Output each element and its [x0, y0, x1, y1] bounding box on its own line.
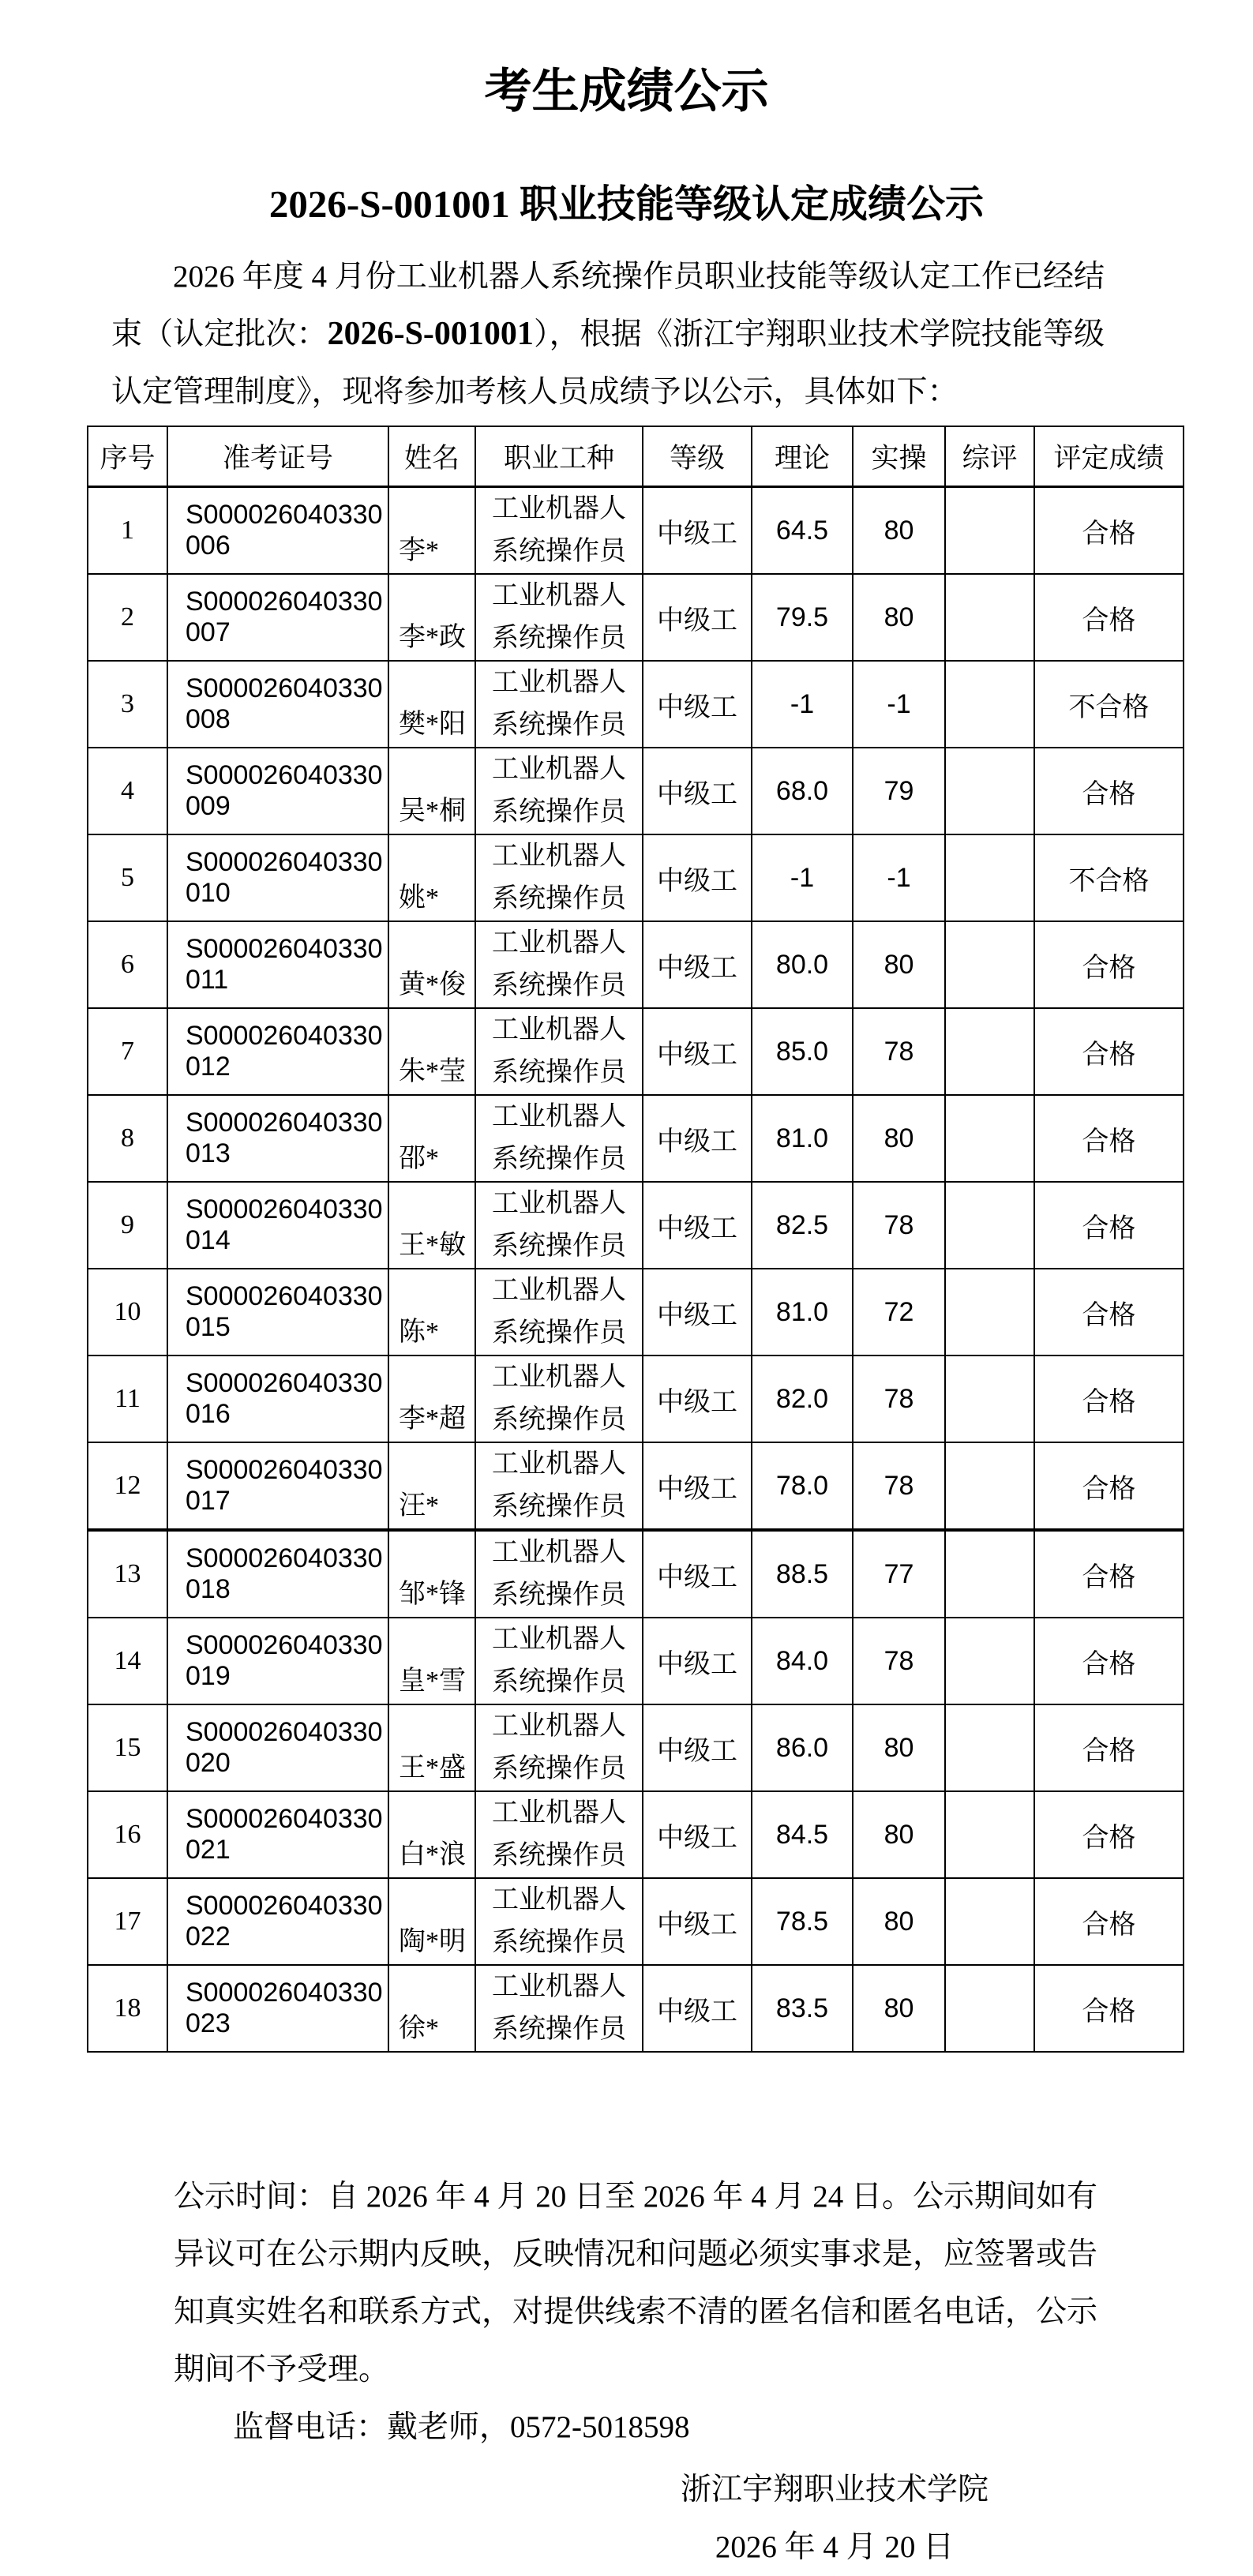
intro-paragraph — [111, 248, 1105, 421]
cell-name: 吴*桐 — [388, 748, 475, 834]
cell-comprehensive — [945, 1618, 1034, 1704]
cell-practical: 79 — [853, 748, 945, 834]
cell-level: 中级工 — [643, 1269, 752, 1355]
table-row — [88, 1878, 1184, 1965]
cell-theory: 80.0 — [752, 921, 853, 1008]
cell-comprehensive — [945, 1095, 1034, 1182]
cell-result: 合格 — [1034, 1095, 1184, 1182]
table-row — [88, 1095, 1184, 1182]
cell-occupation: 工业机器人系统操作员 — [475, 921, 643, 1008]
cell-ticket: S000026040330010 — [167, 834, 388, 921]
table-row — [88, 661, 1184, 748]
cell-theory: 64.5 — [752, 487, 853, 575]
cell-ticket: S000026040330007 — [167, 574, 388, 661]
cell-name: 李* — [388, 487, 475, 575]
cell-result: 合格 — [1034, 1530, 1184, 1618]
table-row — [88, 834, 1184, 921]
cell-occupation: 工业机器人系统操作员 — [475, 1618, 643, 1704]
cell-occupation: 工业机器人系统操作员 — [475, 487, 643, 575]
score-table — [87, 426, 1184, 2053]
cell-result: 合格 — [1034, 1182, 1184, 1269]
column-header: 姓名 — [388, 426, 475, 487]
cell-theory: 81.0 — [752, 1095, 853, 1182]
cell-practical: -1 — [853, 834, 945, 921]
cell-result: 合格 — [1034, 1355, 1184, 1442]
cell-level: 中级工 — [643, 1791, 752, 1878]
cell-level: 中级工 — [643, 1618, 752, 1704]
cell-comprehensive — [945, 1269, 1034, 1355]
cell-theory: 84.0 — [752, 1618, 853, 1704]
cell-no: 2 — [88, 574, 167, 661]
cell-level: 中级工 — [643, 921, 752, 1008]
cell-no: 10 — [88, 1269, 167, 1355]
cell-result: 合格 — [1034, 574, 1184, 661]
issue-date: 2026 年 4 月 20 日 — [715, 2530, 955, 2564]
cell-occupation: 工业机器人系统操作员 — [475, 1355, 643, 1442]
cell-practical: 78 — [853, 1355, 945, 1442]
cell-name: 陈* — [388, 1269, 475, 1355]
cell-no: 18 — [88, 1965, 167, 2052]
table-row — [88, 1791, 1184, 1878]
cell-no: 8 — [88, 1095, 167, 1182]
table-row — [88, 1355, 1184, 1442]
cell-level: 中级工 — [643, 1182, 752, 1269]
cell-no: 15 — [88, 1704, 167, 1791]
cell-practical: 80 — [853, 487, 945, 575]
cell-occupation: 工业机器人系统操作员 — [475, 1704, 643, 1791]
cell-ticket: S000026040330013 — [167, 1095, 388, 1182]
cell-level: 中级工 — [643, 748, 752, 834]
column-header: 理论 — [752, 426, 853, 487]
column-header: 准考证号 — [167, 426, 388, 487]
cell-practical: 80 — [853, 1965, 945, 2052]
cell-comprehensive — [945, 487, 1034, 575]
cell-practical: -1 — [853, 661, 945, 748]
cell-ticket: S000026040330011 — [167, 921, 388, 1008]
cell-practical: 80 — [853, 1704, 945, 1791]
cell-practical: 80 — [853, 921, 945, 1008]
cell-result: 不合格 — [1034, 661, 1184, 748]
cell-name: 黄*俊 — [388, 921, 475, 1008]
cell-ticket: S000026040330006 — [167, 487, 388, 575]
cell-theory: -1 — [752, 661, 853, 748]
cell-result: 合格 — [1034, 1008, 1184, 1095]
cell-occupation: 工业机器人系统操作员 — [475, 834, 643, 921]
organization-name: 浙江宇翔职业技术学院 — [680, 2473, 989, 2507]
cell-no: 4 — [88, 748, 167, 834]
cell-name: 李*政 — [388, 574, 475, 661]
cell-theory: 86.0 — [752, 1704, 853, 1791]
cell-level: 中级工 — [643, 1008, 752, 1095]
cell-no: 14 — [88, 1618, 167, 1704]
cell-name: 樊*阳 — [388, 661, 475, 748]
cell-theory: 78.0 — [752, 1442, 853, 1530]
table-row — [88, 1182, 1184, 1269]
cell-occupation: 工业机器人系统操作员 — [475, 1182, 643, 1269]
cell-practical: 80 — [853, 574, 945, 661]
cell-no: 9 — [88, 1182, 167, 1269]
batch-number: 2026-S-001001 — [327, 316, 534, 352]
cell-ticket: S000026040330021 — [167, 1791, 388, 1878]
cell-practical: 77 — [853, 1530, 945, 1618]
cell-theory: 82.5 — [752, 1182, 853, 1269]
cell-comprehensive — [945, 748, 1034, 834]
table-row — [88, 1965, 1184, 2052]
cell-level: 中级工 — [643, 1878, 752, 1965]
cell-occupation: 工业机器人系统操作员 — [475, 1442, 643, 1530]
cell-comprehensive — [945, 661, 1034, 748]
cell-result: 合格 — [1034, 1442, 1184, 1530]
table-header-row — [88, 426, 1184, 487]
table-row — [88, 487, 1184, 575]
intro-text-before: 2026 年度 4 月份工业机器人系统操作员职业技能等级认定工作已经结束（认定批次： — [111, 260, 1105, 351]
cell-name: 白*浪 — [388, 1791, 475, 1878]
cell-occupation: 工业机器人系统操作员 — [475, 1008, 643, 1095]
cell-name: 徐* — [388, 1965, 475, 2052]
table-row — [88, 574, 1184, 661]
cell-level: 中级工 — [643, 1530, 752, 1618]
cell-ticket: S000026040330012 — [167, 1008, 388, 1095]
cell-result: 合格 — [1034, 1965, 1184, 2052]
cell-result: 合格 — [1034, 921, 1184, 1008]
cell-occupation: 工业机器人系统操作员 — [475, 1878, 643, 1965]
cell-theory: -1 — [752, 834, 853, 921]
page-title: 考生成绩公示 — [484, 65, 769, 118]
column-header: 职业工种 — [475, 426, 643, 487]
cell-name: 陶*明 — [388, 1878, 475, 1965]
cell-result: 合格 — [1034, 748, 1184, 834]
cell-occupation: 工业机器人系统操作员 — [475, 1269, 643, 1355]
cell-comprehensive — [945, 1442, 1034, 1530]
cell-practical: 80 — [853, 1095, 945, 1182]
cell-name: 王*盛 — [388, 1704, 475, 1791]
table-row — [88, 1704, 1184, 1791]
table-row — [88, 1442, 1184, 1530]
cell-ticket: S000026040330014 — [167, 1182, 388, 1269]
announcement-subtitle: 2026-S-001001 职业技能等级认定成绩公示 — [268, 182, 985, 226]
cell-theory: 88.5 — [752, 1530, 853, 1618]
table-row — [88, 748, 1184, 834]
cell-theory: 84.5 — [752, 1791, 853, 1878]
cell-ticket: S000026040330019 — [167, 1618, 388, 1704]
cell-no: 16 — [88, 1791, 167, 1878]
cell-occupation: 工业机器人系统操作员 — [475, 748, 643, 834]
cell-no: 7 — [88, 1008, 167, 1095]
cell-level: 中级工 — [643, 834, 752, 921]
cell-no: 5 — [88, 834, 167, 921]
cell-ticket: S000026040330018 — [167, 1530, 388, 1618]
cell-comprehensive — [945, 1008, 1034, 1095]
cell-comprehensive — [945, 1355, 1034, 1442]
cell-result: 不合格 — [1034, 834, 1184, 921]
cell-level: 中级工 — [643, 1095, 752, 1182]
cell-ticket: S000026040330017 — [167, 1442, 388, 1530]
cell-occupation: 工业机器人系统操作员 — [475, 1965, 643, 2052]
supervision-phone-line: 监督电话：戴老师，0572-5018598 — [233, 2410, 690, 2444]
column-header: 评定成绩 — [1034, 426, 1184, 487]
cell-practical: 80 — [853, 1791, 945, 1878]
cell-name: 李*超 — [388, 1355, 475, 1442]
cell-occupation: 工业机器人系统操作员 — [475, 574, 643, 661]
cell-ticket: S000026040330015 — [167, 1269, 388, 1355]
cell-occupation: 工业机器人系统操作员 — [475, 1095, 643, 1182]
cell-name: 汪* — [388, 1442, 475, 1530]
cell-no: 17 — [88, 1878, 167, 1965]
cell-no: 12 — [88, 1442, 167, 1530]
cell-occupation: 工业机器人系统操作员 — [475, 1530, 643, 1618]
intro-text-after: ），根据《浙江宇翔职业技术学院技能等级认定管理制度》，现将参加考核人员成绩予以公示，具体如下： — [111, 317, 1105, 409]
cell-name: 朱*莹 — [388, 1008, 475, 1095]
cell-comprehensive — [945, 1878, 1034, 1965]
table-row — [88, 1530, 1184, 1618]
cell-theory: 79.5 — [752, 574, 853, 661]
cell-result: 合格 — [1034, 1618, 1184, 1704]
cell-theory: 83.5 — [752, 1965, 853, 2052]
cell-no: 6 — [88, 921, 167, 1008]
table-row — [88, 921, 1184, 1008]
cell-comprehensive — [945, 1791, 1034, 1878]
cell-result: 合格 — [1034, 1791, 1184, 1878]
cell-name: 王*敏 — [388, 1182, 475, 1269]
cell-comprehensive — [945, 834, 1034, 921]
cell-level: 中级工 — [643, 1355, 752, 1442]
cell-comprehensive — [945, 1182, 1034, 1269]
cell-result: 合格 — [1034, 1878, 1184, 1965]
table-row — [88, 1008, 1184, 1095]
cell-practical: 78 — [853, 1442, 945, 1530]
cell-occupation: 工业机器人系统操作员 — [475, 1791, 643, 1878]
cell-ticket: S000026040330020 — [167, 1704, 388, 1791]
cell-level: 中级工 — [643, 1965, 752, 2052]
cell-comprehensive — [945, 1965, 1034, 2052]
cell-result: 合格 — [1034, 1269, 1184, 1355]
cell-no: 1 — [88, 487, 167, 575]
column-header: 综评 — [945, 426, 1034, 487]
cell-ticket: S000026040330008 — [167, 661, 388, 748]
table-row — [88, 1269, 1184, 1355]
table-row — [88, 1618, 1184, 1704]
cell-theory: 81.0 — [752, 1269, 853, 1355]
column-header: 等级 — [643, 426, 752, 487]
cell-name: 皇*雪 — [388, 1618, 475, 1704]
cell-name: 邹*锋 — [388, 1530, 475, 1618]
cell-comprehensive — [945, 1704, 1034, 1791]
cell-level: 中级工 — [643, 487, 752, 575]
cell-name: 邵* — [388, 1095, 475, 1182]
column-header: 序号 — [88, 426, 167, 487]
cell-comprehensive — [945, 574, 1034, 661]
cell-level: 中级工 — [643, 661, 752, 748]
cell-level: 中级工 — [643, 1704, 752, 1791]
cell-practical: 80 — [853, 1878, 945, 1965]
cell-no: 11 — [88, 1355, 167, 1442]
cell-ticket: S000026040330016 — [167, 1355, 388, 1442]
cell-comprehensive — [945, 921, 1034, 1008]
cell-no: 3 — [88, 661, 167, 748]
cell-level: 中级工 — [643, 1442, 752, 1530]
cell-occupation: 工业机器人系统操作员 — [475, 661, 643, 748]
cell-practical: 72 — [853, 1269, 945, 1355]
cell-ticket: S000026040330009 — [167, 748, 388, 834]
column-header: 实操 — [853, 426, 945, 487]
cell-theory: 68.0 — [752, 748, 853, 834]
cell-ticket: S000026040330022 — [167, 1878, 388, 1965]
cell-result: 合格 — [1034, 1704, 1184, 1791]
cell-comprehensive — [945, 1530, 1034, 1618]
cell-name: 姚* — [388, 834, 475, 921]
notice-paragraph: 公示时间：自 2026 年 4 月 20 日至 2026 年 4 月 24 日。公示期间如有异议可在公示期内反映，反映情况和问题必须实事求是，应签署或告知真实姓名和联系方式，对提供线索不清的匿名信和匿名电话，公示期间不予受理。 — [174, 2180, 1098, 2387]
cell-practical: 78 — [853, 1182, 945, 1269]
cell-result: 合格 — [1034, 487, 1184, 575]
cell-practical: 78 — [853, 1618, 945, 1704]
cell-theory: 85.0 — [752, 1008, 853, 1095]
signature-block — [681, 2461, 989, 2576]
cell-level: 中级工 — [643, 574, 752, 661]
cell-no: 13 — [88, 1530, 167, 1618]
cell-theory: 82.0 — [752, 1355, 853, 1442]
cell-theory: 78.5 — [752, 1878, 853, 1965]
cell-ticket: S000026040330023 — [167, 1965, 388, 2052]
cell-practical: 78 — [853, 1008, 945, 1095]
